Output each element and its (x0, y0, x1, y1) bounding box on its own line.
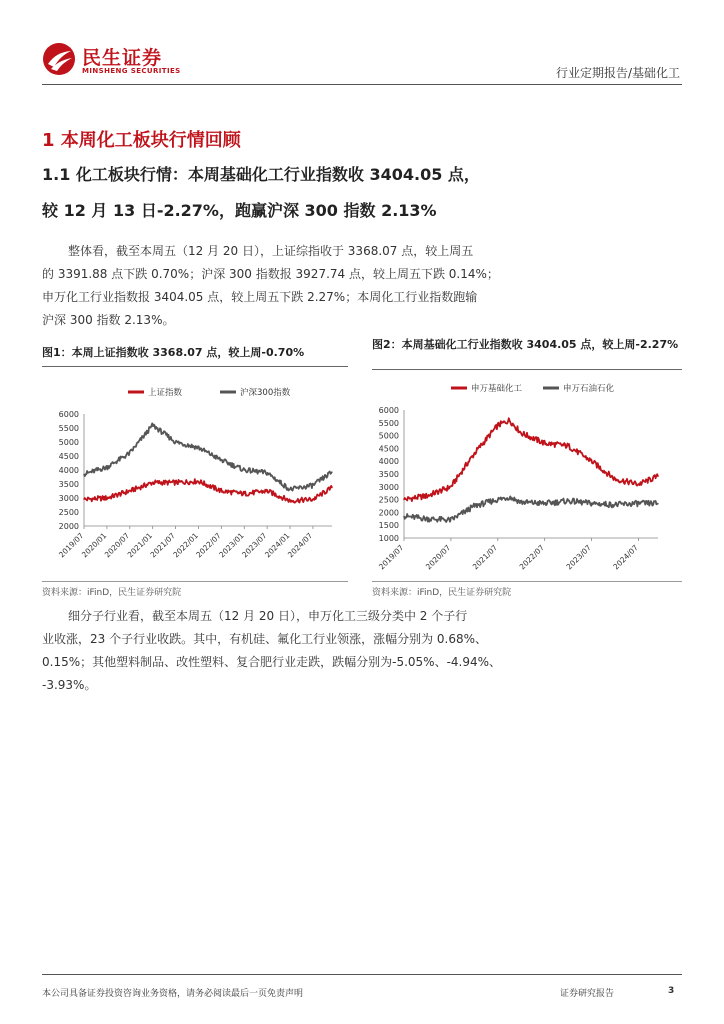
data-point (521, 432, 522, 433)
x-tick-label: 2024/07 (285, 531, 315, 560)
data-point (129, 490, 130, 491)
x-tick-label: 2023/07 (564, 543, 593, 572)
paragraph-line: 业收涨，23 个子行业收跌。其中，有机硅、氟化工行业领涨，涨幅分别为 0.68%、 (42, 632, 488, 646)
footer-divider (42, 974, 682, 975)
data-point (427, 518, 428, 519)
data-point (638, 503, 639, 504)
data-point (568, 500, 569, 501)
x-tick-label: 2022/07 (194, 531, 223, 560)
data-point (403, 499, 404, 500)
x-tick-label: 2024/07 (611, 543, 640, 572)
data-point (267, 490, 268, 491)
paragraph-line: 整体看，截至本周五（12 月 20 日），上证综指收于 3368.07 点，较上周五 (68, 244, 474, 258)
y-tick-label: 3000 (58, 494, 79, 503)
footer-report-label: 证券研究报告 (560, 989, 615, 999)
data-point (591, 503, 592, 504)
data-point (221, 490, 222, 491)
x-tick-label: 2021/07 (148, 531, 177, 560)
y-tick-label: 4000 (378, 457, 399, 467)
legend-label: 申万基础化工 (471, 384, 523, 394)
data-point (106, 467, 107, 468)
y-tick-label: 2500 (378, 495, 399, 505)
overview-paragraph (42, 240, 499, 332)
data-point (106, 497, 107, 498)
data-point (244, 493, 245, 494)
series-line (404, 496, 658, 522)
series-line (404, 418, 658, 501)
data-point (198, 481, 199, 482)
figure1-line-chart (42, 372, 348, 578)
data-point (568, 445, 569, 446)
data-point (427, 495, 428, 496)
y-tick-label: 5500 (378, 418, 399, 428)
figure1-title: 图1：本周上证指数收 3368.07 点，较上周-0.70% (42, 346, 305, 359)
data-point (221, 460, 222, 461)
x-tick-label: 2021/01 (125, 531, 155, 560)
y-tick-label: 6000 (378, 406, 399, 415)
figure1-source: 资料来源：iFinD，民生证券研究院 (42, 588, 182, 598)
report-type-label: 行业定期报告/基础化工 (555, 66, 680, 80)
y-tick-label: 5500 (58, 424, 79, 433)
y-tick-label: 3500 (58, 480, 79, 489)
y-tick-label: 4000 (58, 466, 79, 475)
data-point (544, 503, 545, 504)
data-point (198, 447, 199, 448)
logo-text-cn: 民生证券 (82, 47, 163, 69)
data-point (544, 443, 545, 444)
data-point (267, 472, 268, 473)
data-point (591, 461, 592, 462)
subsection-heading-line2: 较 12 月 13 日-2.27%，跑赢沪深 300 指数 2.13% (42, 201, 437, 220)
series-line (84, 479, 332, 503)
figure2-title: 图2：本周基础化工行业指数收 3404.05 点，较上周-2.27% (372, 338, 679, 351)
data-point (175, 482, 176, 483)
paragraph-line: 沪深 300 指数 2.13%。 (42, 313, 175, 327)
y-tick-label: 4500 (378, 444, 399, 454)
y-tick-label: 2500 (58, 508, 79, 517)
y-tick-label: 3000 (378, 482, 399, 492)
data-point (152, 425, 153, 426)
data-point (497, 425, 498, 426)
data-point (331, 471, 332, 472)
series-line (84, 423, 332, 490)
data-point (450, 519, 451, 520)
figure2-line-chart (372, 372, 682, 578)
section-heading: 1 本周化工板块行情回顾 (42, 130, 241, 151)
y-tick-label: 2000 (58, 522, 79, 531)
y-tick-label: 1500 (378, 521, 399, 531)
data-point (244, 469, 245, 470)
data-point (312, 485, 313, 486)
paragraph-line: 0.15%；其他塑料制品、改性塑料、复合肥行业走跌，跌幅分别为-5.05%、-4.94%、 (42, 655, 502, 669)
data-point (403, 516, 404, 517)
legend-label: 申万石油石化 (563, 384, 615, 394)
subsection-heading-line1: 1.1 化工板块行情：本周基础化工行业指数收 3404.05 点， (42, 165, 480, 184)
legend-label: 沪深300指数 (240, 388, 291, 398)
footer-disclaimer: 本公司具备证券投资咨询业务资格，请务必阅读最后一页免责声明 (42, 989, 304, 999)
data-point (521, 502, 522, 503)
x-tick-label: 2023/01 (217, 531, 246, 560)
data-point (509, 420, 510, 421)
data-point (129, 453, 130, 454)
data-point (657, 476, 658, 477)
y-tick-label: 4500 (58, 452, 79, 461)
paragraph-line: 细分子行业看，截至本周五（12 月 20 日），申万化工三级分类中 2 个子行 (68, 609, 468, 623)
y-tick-label: 5000 (378, 431, 399, 441)
figure1-source-divider (42, 581, 348, 582)
legend-label: 上证指数 (148, 388, 183, 398)
data-point (175, 441, 176, 442)
x-tick-label: 2021/07 (470, 543, 500, 572)
data-point (509, 496, 510, 497)
y-tick-label: 6000 (58, 410, 79, 419)
subsector-paragraph (42, 605, 501, 697)
data-point (614, 479, 615, 480)
data-point (450, 486, 451, 487)
data-point (289, 489, 290, 490)
logo-text-en: MINSHENG SECURITIES (82, 67, 181, 75)
x-tick-label: 2020/01 (79, 531, 109, 560)
x-tick-label: 2022/07 (517, 543, 547, 572)
x-tick-label: 2019/07 (57, 531, 86, 560)
figure2-source: 资料来源：iFinD，民生证券研究院 (372, 588, 512, 598)
figure1-title-divider (42, 366, 348, 367)
paragraph-line: 申万化工行业指数报 3404.05 点，较上周五下跌 2.27%；本周化工行业指数跑输 (42, 290, 478, 304)
x-tick-label: 2020/07 (423, 543, 453, 572)
x-tick-label: 2020/07 (102, 531, 132, 560)
x-tick-label: 2019/07 (377, 543, 406, 572)
data-point (657, 503, 658, 504)
data-point (289, 500, 290, 501)
data-point (83, 474, 84, 475)
x-tick-label: 2024/01 (263, 531, 292, 560)
data-point (474, 505, 475, 506)
y-tick-label: 2000 (378, 508, 399, 518)
figure2-source-divider (372, 581, 682, 582)
paragraph-line: 的 3391.88 点下跌 0.70%；沪深 300 指数报 3927.74 点，较上周五下跌 0.14%； (42, 267, 499, 281)
data-point (638, 484, 639, 485)
data-point (312, 499, 313, 500)
data-point (614, 504, 615, 505)
data-point (83, 499, 84, 500)
data-point (474, 453, 475, 454)
x-tick-label: 2023/07 (240, 531, 269, 560)
minsheng-logo-icon (42, 42, 76, 76)
y-tick-label: 1000 (378, 534, 399, 543)
header-divider (42, 84, 682, 85)
y-tick-label: 3500 (378, 470, 399, 479)
figure2-title-divider (372, 369, 682, 370)
paragraph-line: -3.93%。 (42, 678, 97, 692)
data-point (497, 499, 498, 500)
data-point (331, 487, 332, 488)
data-point (152, 482, 153, 483)
page-number: 3 (668, 986, 675, 996)
y-tick-label: 5000 (58, 438, 79, 447)
x-tick-label: 2022/01 (171, 531, 200, 560)
